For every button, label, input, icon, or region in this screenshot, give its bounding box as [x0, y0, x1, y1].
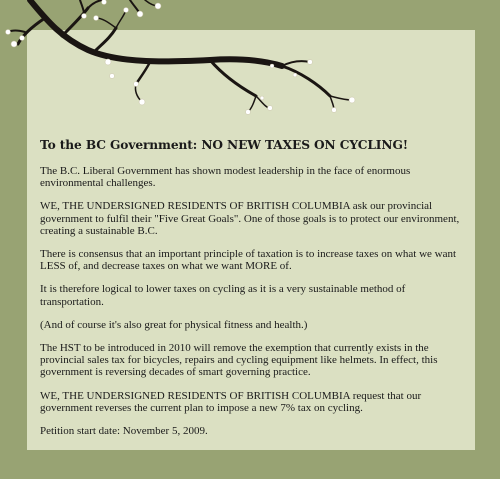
petition-paragraph: The HST to be introduced in 2010 will remove the exemption that currently exists in the provincial sales tax for bicycles, repairs and cycling equipment like helmets. In effect, this government is reversing decades of smart governing practice.	[40, 342, 438, 379]
petition-paragraph: WE, THE UNDERSIGNED RESIDENTS OF BRITISH COLUMBIA ask our provincial government to fulfil their "Five Great Goals". One of those goals is to protect our environment, creating a sustainable B.C.	[40, 200, 460, 237]
petition-paragraph: It is therefore logical to lower taxes on cycling as it is a very sustainable method of transportation.	[40, 283, 406, 308]
petition-content	[40, 138, 460, 448]
petition-title: To the BC Government: NO NEW TAXES ON CYCLING!	[40, 138, 408, 152]
petition-start-date: Petition start date: November 5, 2009.	[40, 425, 208, 438]
petition-paragraph: The B.C. Liberal Government has shown modest leadership in the face of enormous environmental challenges.	[40, 165, 411, 190]
petition-paragraph: (And of course it's also great for physical fitness and health.)	[40, 318, 308, 331]
petition-paragraph: WE, THE UNDERSIGNED RESIDENTS OF BRITISH COLUMBIA request that our government reverses the current plan to impose a new 7% tax on cycling.	[40, 389, 422, 414]
petition-paragraph: There is consensus that an important principle of taxation is to increase taxes on what we want LESS of, and decrease taxes on what we want MORE of.	[40, 248, 457, 273]
